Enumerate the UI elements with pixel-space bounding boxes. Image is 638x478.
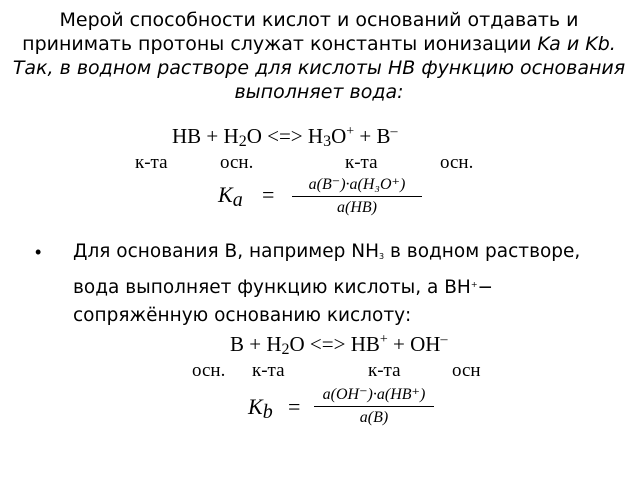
- eq1-mid: O <=> H: [246, 124, 324, 148]
- kb-fraction-bar: [314, 406, 434, 407]
- intro-line-2-text: принимать протоны служат константы ионизации: [22, 33, 538, 55]
- eq2-mid: O <=> HB: [289, 332, 380, 356]
- eq2-label-base-2: осн: [452, 360, 481, 381]
- equation-base: [230, 332, 447, 359]
- bullet-text-2: в водном растворе, вода выполняет функцию кислоты, а ВН: [73, 241, 581, 298]
- intro-paragraph: [0, 8, 638, 104]
- bullet-dot: •: [35, 242, 42, 262]
- intro-line-1: Мерой способности кислот и оснований отдавать и: [59, 9, 579, 31]
- eq1-label-acid-1: к-та: [135, 152, 168, 173]
- intro-line-2: [0, 32, 638, 56]
- eq1-label-base-2: осн.: [440, 152, 474, 173]
- eq1-sub2: 2: [238, 133, 247, 150]
- ka-sub: a: [232, 189, 243, 211]
- bullet-text-3: − сопряжённую основанию кислоту:: [73, 277, 494, 326]
- ka-fraction-bar: [292, 196, 422, 197]
- eq2-rest: + OH: [387, 332, 441, 356]
- eq1-minus-charge: –: [390, 124, 398, 139]
- bullet-text-1: Для основания В, например NH: [73, 241, 380, 262]
- bullet-paragraph: [73, 238, 613, 330]
- eq2-sub2: 2: [281, 341, 290, 358]
- intro-line-4: выполняет вода:: [234, 81, 404, 103]
- ka-symbol: Ka: [218, 182, 243, 211]
- eq1-label-base-1: осн.: [220, 152, 254, 173]
- kb-numerator: a(OH⁻)·a(HB⁺): [322, 386, 426, 403]
- eq2-label-acid-2: к-та: [368, 360, 401, 381]
- kb-sub: b: [262, 401, 273, 423]
- bullet-sup: +: [470, 280, 478, 289]
- eq1-plus-charge: +: [346, 124, 355, 139]
- eq1-label-acid-2: к-та: [345, 152, 378, 173]
- ka-equals: =: [262, 182, 275, 207]
- ka-fraction: [292, 174, 422, 217]
- eq2-label-base-1: осн.: [192, 360, 226, 381]
- eq2-plus-charge: +: [379, 332, 388, 347]
- eq2-label-acid-1: к-та: [252, 360, 285, 381]
- kb-symbol: Kb: [248, 394, 273, 423]
- eq2-lhs: B + H: [230, 332, 282, 356]
- ka-denominator: a(HB): [337, 199, 377, 216]
- eq1-lhs: HB + H: [172, 124, 239, 148]
- equation-acid: [172, 124, 398, 151]
- intro-line-3: Так, в водном растворе для кислоты HB функцию основания: [12, 57, 626, 79]
- bullet-sub: 3: [379, 252, 385, 261]
- kb-fraction: [314, 384, 434, 427]
- kb-denominator: a(B): [359, 409, 389, 426]
- eq1-sub3: 3: [323, 133, 332, 150]
- eq1-tail: O: [331, 124, 347, 148]
- eq2-minus-charge: –: [440, 332, 448, 347]
- kb-equals: =: [288, 394, 301, 419]
- eq1-rest: + B: [354, 124, 391, 148]
- ka-numerator: a(B⁻)·a(H₃O⁺): [308, 176, 406, 193]
- intro-line-2-constants: Ka и Kb.: [537, 33, 616, 55]
